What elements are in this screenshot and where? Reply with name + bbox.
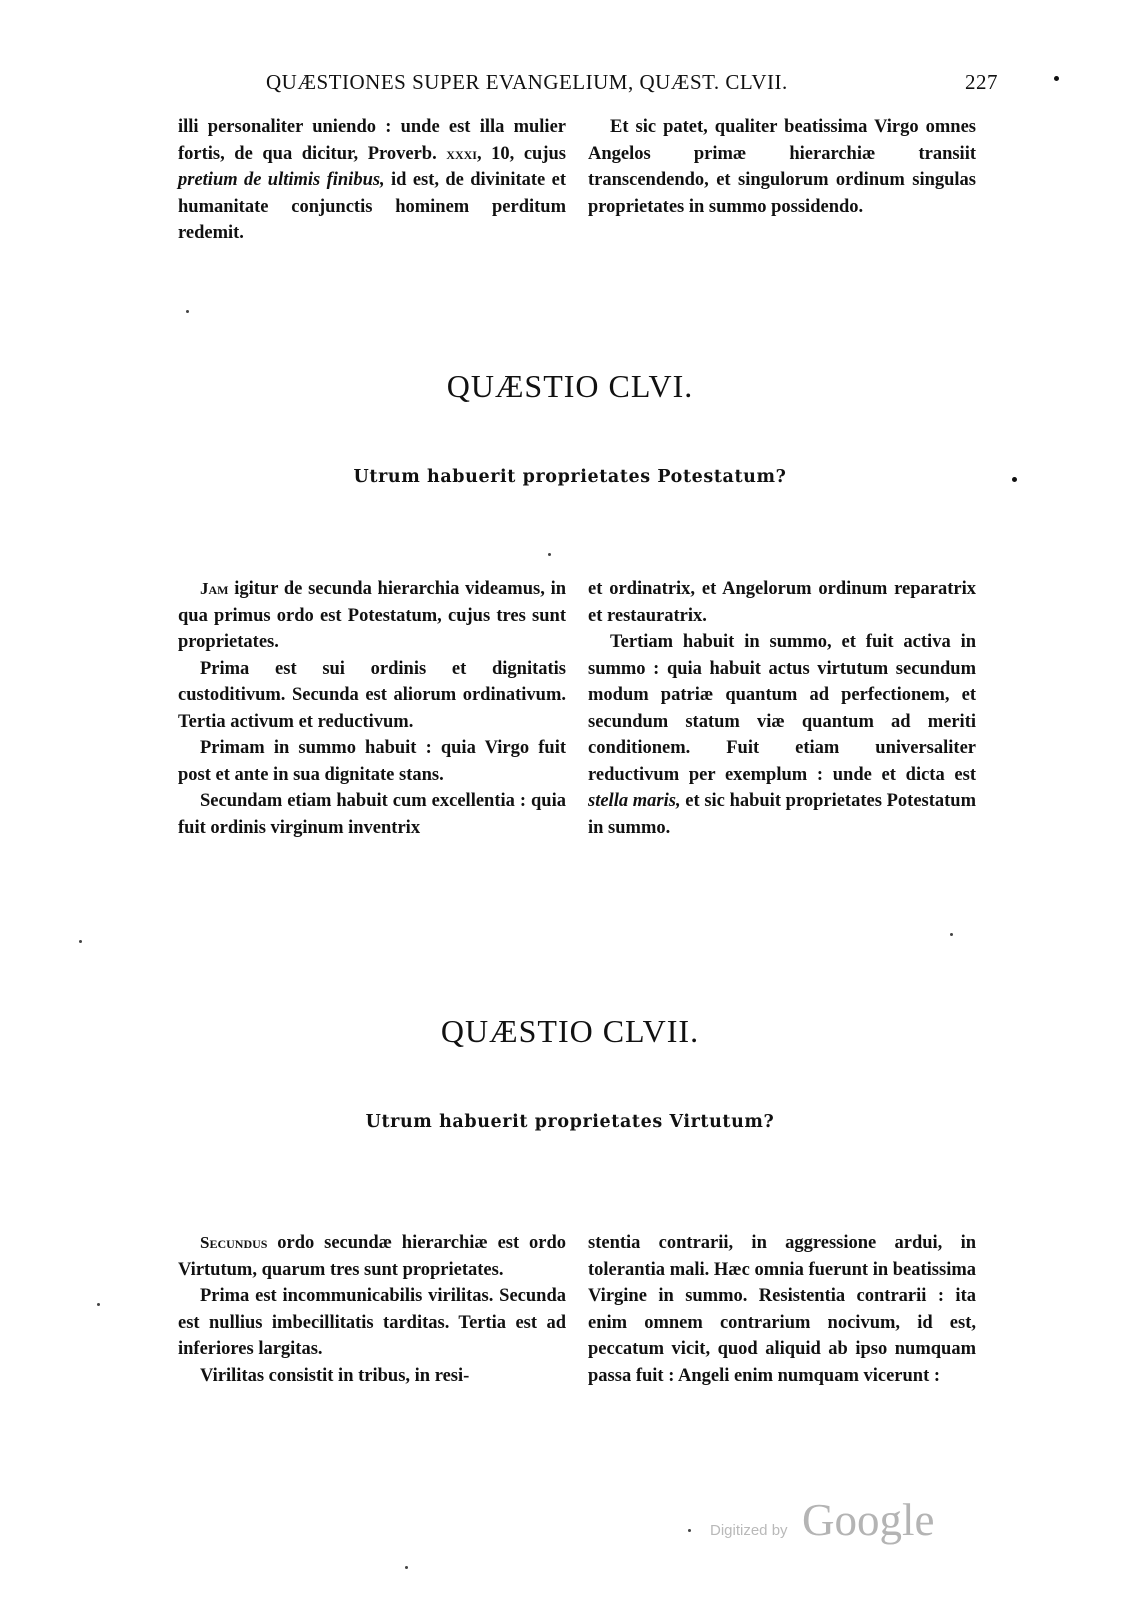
running-title: QUÆSTIONES SUPER EVANGELIUM, QUÆST. CLVII. [266,70,788,94]
text-run: et ordinatrix, et Angelorum ordinum reparatrix et restauratrix. [588,579,976,626]
paragraph [588,114,976,220]
italic-text: pretium de ultimis finibus, [178,170,385,190]
paragraph [178,788,566,841]
questio-157-subtitle: Utrum habuerit proprietates Virtutum? [365,1112,775,1132]
watermark-prefix: Digitized by [710,1522,788,1539]
questio-156-title: QUÆSTIO CLVI. [446,368,694,404]
scan-speck [688,1529,691,1532]
text-run: Primam in summo habuit : quia Virgo fuit post et ante in sua dignitate stans. [178,738,566,785]
small-caps-text: xxxi [446,143,477,163]
small-caps-text: Jam [200,579,229,598]
text-run: Secundam etiam habuit cum excellentia : quia fuit ordinis virginum inventrix [178,791,566,838]
top-left-column [178,114,566,247]
text-run: id est, de divinitate et humanitate conjunctis hominem perditum redemit. [178,170,566,243]
running-head [178,70,998,100]
paragraph [588,1230,976,1389]
scan-speck [186,310,189,313]
text-run: Virilitas consistit in tribus, in resi- [200,1365,470,1386]
scan-speck [1054,76,1059,81]
text-run: Prima est incommunicabilis virilitas. Secunda est nullius imbecillitatis tarditas. Tertia est ad inferiores largitas. [178,1286,566,1359]
italic-text: stella maris, [588,791,681,811]
small-caps-text: Secundus [200,1233,268,1252]
paragraph [178,1283,566,1363]
google-watermark [700,1492,960,1552]
scan-speck [79,940,82,943]
page-number: 227 [965,70,998,94]
google-logo: Google [802,1495,935,1545]
questio-156-right-column [588,576,976,841]
text-run: et sic habuit proprietates Potestatum in summo. [588,791,976,838]
text-run: stentia contrarii, in aggressione ardui, in tolerantia mali. Hæc omnia fuerunt in beatissima Virgine in summo. Resistentia contrarii : ita enim omnem contrarium nocivum, id est, peccatum vicit, quod aliquid ab ipso numquam passa fuit : Angeli enim numquam vicerunt : [588,1233,976,1386]
paragraph [178,114,566,247]
text-run: Et sic patet, qualiter beatissima Virgo omnes Angelos primæ hierarchiæ transiit transcendendo, et singulorum ordinum singulas proprietates in summo possidendo. [588,117,976,217]
paragraph [588,629,976,841]
scan-speck [405,1566,408,1569]
text-run: igitur de secunda hierarchia videamus, in qua primus ordo est Potestatum, cujus tres sunt proprietates. [178,579,566,652]
paragraph [178,735,566,788]
questio-156-left-column [178,576,566,841]
scan-speck [950,933,953,936]
paragraph [178,576,566,656]
text-run: illi personaliter uniendo : unde est illa mulier fortis, de qua dicitur, Proverb. [178,117,566,164]
scan-speck [1012,477,1017,482]
text-run: Prima est sui ordinis et dignitatis custoditivum. Secunda est aliorum ordinativum. Tertia activum et reductivum. [178,658,566,732]
scan-speck [548,553,551,556]
questio-156-subtitle: Utrum habuerit proprietates Potestatum? [353,467,787,487]
paragraph [178,1363,566,1390]
questio-157-left-column [178,1230,566,1389]
paragraph [588,576,976,629]
scan-speck [97,1303,100,1306]
top-right-column [588,114,976,220]
text-run: Tertiam habuit in summo, et fuit activa in summo : quia habuit actus virtutum secundum modum patriæ quantum ad perfectionem, et secundum statum viæ quantum ad meriti conditionem. Fuit etiam universaliter reductivum per exemplum : unde et dicta est [588,632,976,785]
questio-157-title: QUÆSTIO CLVII. [440,1013,700,1049]
text-run: ordo secundæ hierarchiæ est ordo Virtutum, quarum tres sunt proprietates. [178,1233,566,1280]
paragraph [178,1230,566,1283]
paragraph [178,656,566,736]
questio-157-right-column [588,1230,976,1389]
text-run: , 10, cujus [476,143,566,164]
